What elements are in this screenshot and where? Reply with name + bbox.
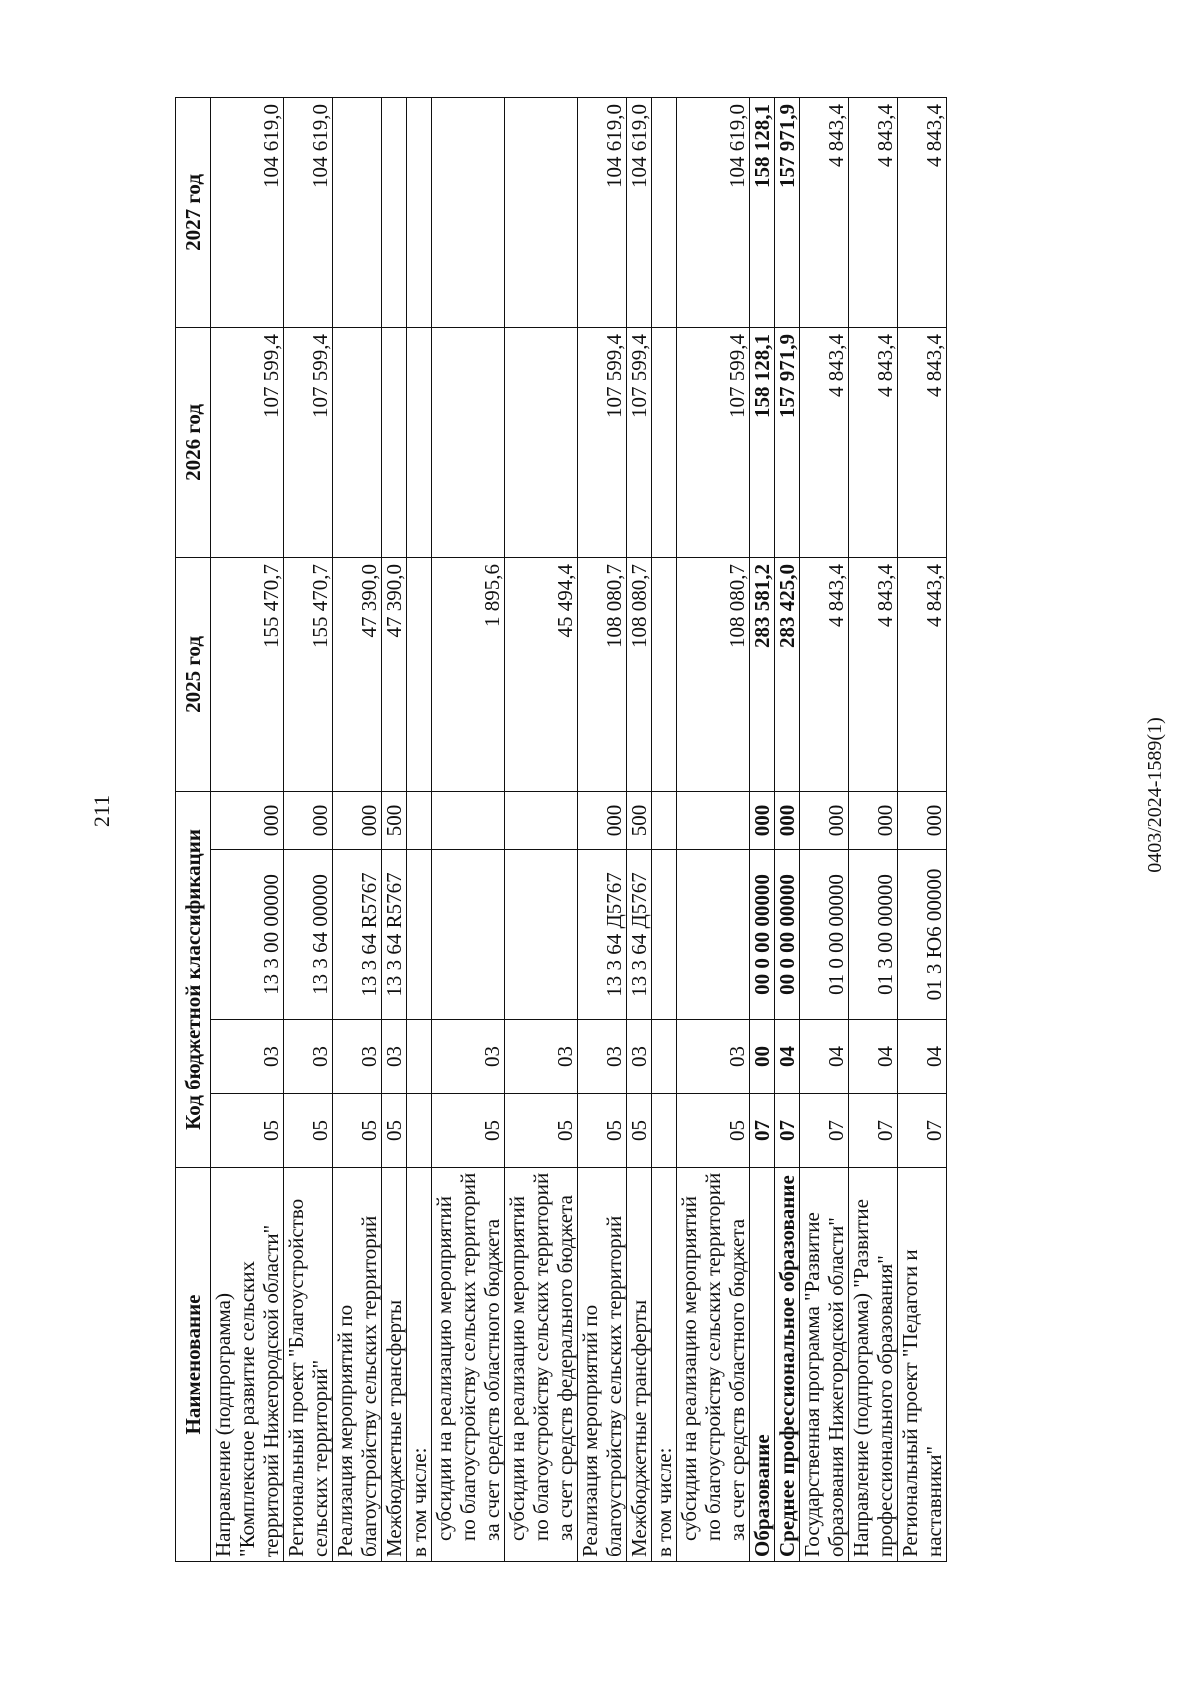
cell-v2027: [432, 97, 505, 327]
cell-c2: 03: [578, 1020, 627, 1094]
table-row: [775, 97, 800, 1561]
cell-name: субсидии на реализацию мероприятий по благоустройству сельских территорий за счет средств областного бюджета: [432, 1168, 505, 1562]
cell-v2026: 107 599,4: [284, 327, 333, 557]
cell-c4: 000: [578, 791, 627, 849]
cell-c2: [652, 1020, 677, 1094]
cell-v2026: [407, 327, 432, 557]
cell-name: Государственная программа "Развитие образования Нижегородской области": [800, 1168, 849, 1562]
cell-v2026: 158 128,1: [750, 327, 775, 557]
cell-c2: 03: [505, 1020, 578, 1094]
cell-v2025: 4 843,4: [849, 557, 898, 791]
cell-v2027: [333, 97, 382, 327]
cell-v2027: 4 843,4: [800, 97, 849, 327]
cell-v2026: [432, 327, 505, 557]
table-row: [578, 97, 627, 1561]
cell-v2026: 157 971,9: [775, 327, 800, 557]
cell-c1: [407, 1094, 432, 1168]
page-number: 211: [89, 794, 114, 828]
cell-c2: 04: [849, 1020, 898, 1094]
cell-name: в том числе:: [652, 1168, 677, 1562]
header-2027: 2027 год: [176, 97, 211, 327]
cell-v2027: 158 128,1: [750, 97, 775, 327]
table-row: [382, 97, 407, 1561]
header-code-group: Код бюджетной классификации: [176, 791, 211, 1167]
cell-name: Направление (подпрограмма) "Развитие профессионального образования": [849, 1168, 898, 1562]
cell-c2: 03: [677, 1020, 750, 1094]
cell-c4: 000: [211, 791, 284, 849]
cell-c1: 07: [775, 1094, 800, 1168]
cell-c3: 13 3 64 R5767: [382, 850, 407, 1020]
cell-c1: 05: [505, 1094, 578, 1168]
document-number: 0403/2024-1589(1): [1144, 717, 1166, 873]
cell-c1: 05: [627, 1094, 652, 1168]
cell-c1: 05: [578, 1094, 627, 1168]
cell-v2025: 155 470,7: [284, 557, 333, 791]
cell-c2: 03: [333, 1020, 382, 1094]
cell-c4: 000: [284, 791, 333, 849]
cell-v2025: 283 425,0: [775, 557, 800, 791]
cell-c2: 04: [898, 1020, 947, 1094]
header-2026: 2026 год: [176, 327, 211, 557]
cell-name: Среднее профессиональное образование: [775, 1168, 800, 1562]
cell-c3: [407, 850, 432, 1020]
cell-c4: 000: [333, 791, 382, 849]
cell-c4: [677, 791, 750, 849]
cell-c3: [652, 850, 677, 1020]
cell-c3: 00 0 00 00000: [775, 850, 800, 1020]
cell-v2025: 283 581,2: [750, 557, 775, 791]
cell-c4: [432, 791, 505, 849]
cell-c4: [652, 791, 677, 849]
cell-name: Региональный проект "Педагоги и наставники": [898, 1168, 947, 1562]
cell-c2: 04: [800, 1020, 849, 1094]
cell-v2026: [333, 327, 382, 557]
cell-v2026: [652, 327, 677, 557]
cell-c3: 13 3 64 00000: [284, 850, 333, 1020]
cell-c1: 05: [432, 1094, 505, 1168]
cell-name: Реализация мероприятий по благоустройству сельских территорий: [578, 1168, 627, 1562]
cell-v2027: [505, 97, 578, 327]
cell-name: Региональный проект "Благоустройство сельских территорий": [284, 1168, 333, 1562]
cell-v2026: 4 843,4: [800, 327, 849, 557]
table-row: [750, 97, 775, 1561]
table-row: [677, 97, 750, 1561]
cell-name: в том числе:: [407, 1168, 432, 1562]
cell-name: субсидии на реализацию мероприятий по благоустройству сельских территорий за счет средств областного бюджета: [677, 1168, 750, 1562]
cell-c4: 000: [898, 791, 947, 849]
cell-c1: 07: [800, 1094, 849, 1168]
cell-name: Межбюджетные трансферты: [382, 1168, 407, 1562]
cell-c1: 05: [382, 1094, 407, 1168]
cell-v2027: [382, 97, 407, 327]
cell-v2026: [505, 327, 578, 557]
cell-c3: 13 3 00 00000: [211, 850, 284, 1020]
cell-v2026: 107 599,4: [211, 327, 284, 557]
cell-v2025: 45 494,4: [505, 557, 578, 791]
cell-c3: 00 0 00 00000: [750, 850, 775, 1020]
cell-v2027: [652, 97, 677, 327]
cell-name: Образование: [750, 1168, 775, 1562]
cell-c2: 03: [211, 1020, 284, 1094]
cell-c2: 03: [432, 1020, 505, 1094]
cell-v2027: 157 971,9: [775, 97, 800, 327]
cell-v2026: 107 599,4: [578, 327, 627, 557]
cell-c3: 13 3 64 Д5767: [627, 850, 652, 1020]
cell-v2025: 108 080,7: [578, 557, 627, 791]
cell-c4: 000: [849, 791, 898, 849]
table-row: [407, 97, 432, 1561]
cell-v2025: 1 895,6: [432, 557, 505, 791]
cell-c4: 500: [382, 791, 407, 849]
cell-c1: 07: [750, 1094, 775, 1168]
cell-v2025: 155 470,7: [211, 557, 284, 791]
cell-v2025: 4 843,4: [898, 557, 947, 791]
cell-c1: 05: [211, 1094, 284, 1168]
cell-c4: 000: [775, 791, 800, 849]
cell-v2026: [382, 327, 407, 557]
cell-c2: [407, 1020, 432, 1094]
cell-c2: 00: [750, 1020, 775, 1094]
cell-c3: [432, 850, 505, 1020]
cell-c3: 01 3 00 00000: [849, 850, 898, 1020]
table-row: [432, 97, 505, 1561]
cell-v2027: 4 843,4: [849, 97, 898, 327]
cell-v2025: [652, 557, 677, 791]
table-row: [211, 97, 284, 1561]
cell-c4: [407, 791, 432, 849]
cell-v2026: 107 599,4: [627, 327, 652, 557]
cell-v2026: 4 843,4: [898, 327, 947, 557]
cell-c1: 07: [849, 1094, 898, 1168]
header-2025: 2025 год: [176, 557, 211, 791]
cell-v2027: [407, 97, 432, 327]
cell-c1: 05: [677, 1094, 750, 1168]
header-name: Наименование: [176, 1168, 211, 1562]
budget-table: [175, 97, 947, 1562]
cell-c1: [652, 1094, 677, 1168]
cell-v2026: 107 599,4: [677, 327, 750, 557]
cell-c2: 03: [284, 1020, 333, 1094]
cell-v2025: [407, 557, 432, 791]
cell-c3: 01 0 00 00000: [800, 850, 849, 1020]
cell-c2: 03: [382, 1020, 407, 1094]
table-row: [898, 97, 947, 1561]
cell-c3: 01 3 Ю6 00000: [898, 850, 947, 1020]
cell-c4: 000: [750, 791, 775, 849]
table-row: [284, 97, 333, 1561]
table-body: [211, 97, 947, 1561]
cell-v2027: 104 619,0: [211, 97, 284, 327]
cell-c3: 13 3 64 Д5767: [578, 850, 627, 1020]
cell-v2027: 104 619,0: [677, 97, 750, 327]
cell-name: субсидии на реализацию мероприятий по благоустройству сельских территорий за счет средств федерального бюджета: [505, 1168, 578, 1562]
cell-c1: 07: [898, 1094, 947, 1168]
table-row: [505, 97, 578, 1561]
cell-name: Направление (подпрограмма) "Комплексное развитие сельских территорий Нижегородской области": [211, 1168, 284, 1562]
cell-v2025: 47 390,0: [382, 557, 407, 791]
cell-c2: 03: [627, 1020, 652, 1094]
cell-v2027: 4 843,4: [898, 97, 947, 327]
cell-v2025: 108 080,7: [627, 557, 652, 791]
cell-v2025: 47 390,0: [333, 557, 382, 791]
cell-c3: [505, 850, 578, 1020]
cell-v2025: 108 080,7: [677, 557, 750, 791]
table-row: [627, 97, 652, 1561]
table-row: [849, 97, 898, 1561]
cell-c3: 13 3 64 R5767: [333, 850, 382, 1020]
cell-v2026: 4 843,4: [849, 327, 898, 557]
cell-c3: [677, 850, 750, 1020]
table-row: [652, 97, 677, 1561]
cell-c1: 05: [333, 1094, 382, 1168]
cell-c4: [505, 791, 578, 849]
cell-v2027: 104 619,0: [627, 97, 652, 327]
cell-v2027: 104 619,0: [578, 97, 627, 327]
budget-table-rotated: [175, 98, 965, 1562]
table-row: [800, 97, 849, 1561]
cell-c4: 500: [627, 791, 652, 849]
cell-v2025: 4 843,4: [800, 557, 849, 791]
cell-c2: 04: [775, 1020, 800, 1094]
cell-c1: 05: [284, 1094, 333, 1168]
cell-name: Межбюджетные трансферты: [627, 1168, 652, 1562]
table-row: [333, 97, 382, 1561]
cell-v2027: 104 619,0: [284, 97, 333, 327]
cell-name: Реализация мероприятий по благоустройству сельских территорий: [333, 1168, 382, 1562]
cell-c4: 000: [800, 791, 849, 849]
